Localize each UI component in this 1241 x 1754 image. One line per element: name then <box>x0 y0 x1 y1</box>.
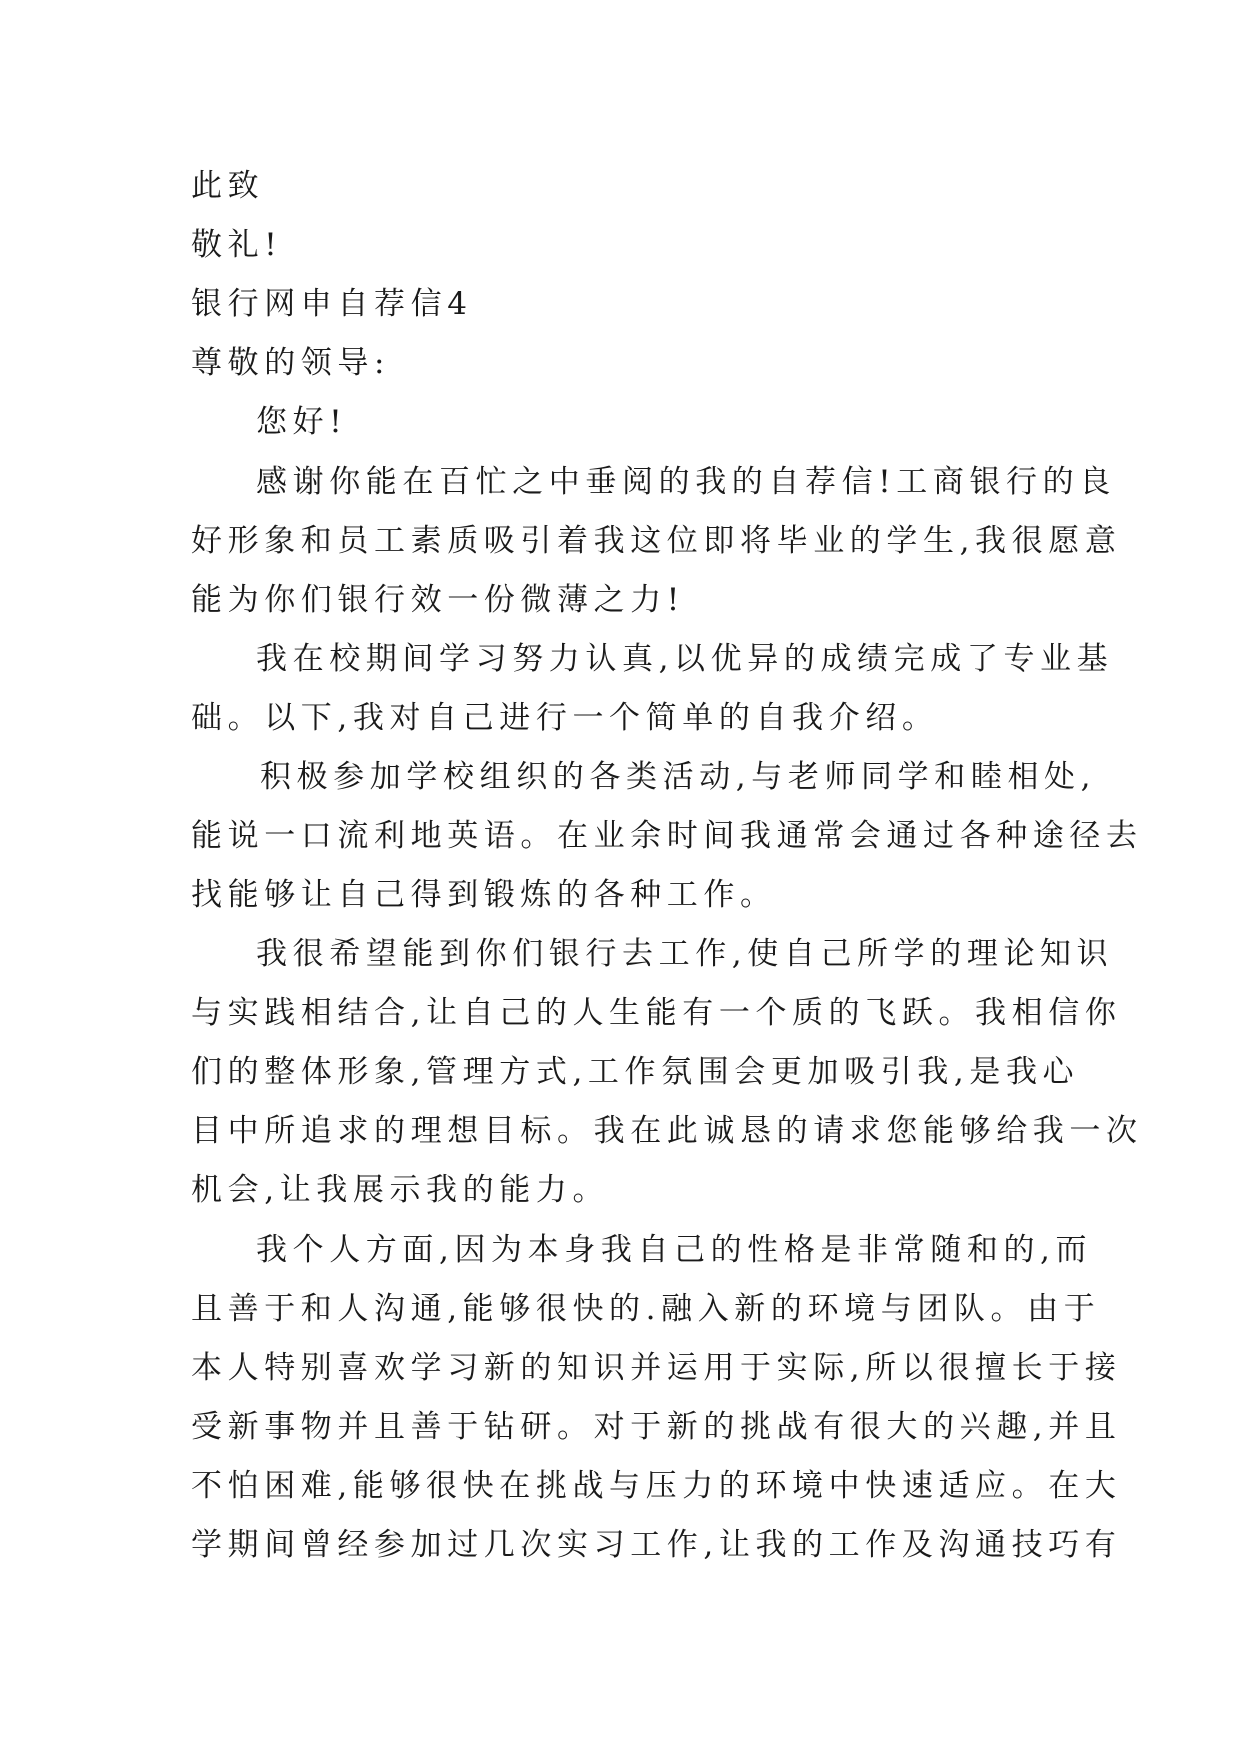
closing-line-1: 此致 <box>191 168 265 204</box>
paragraph-3-line-1: 积极参加学校组织的各类活动,与老师同学和睦相处, <box>260 759 1097 795</box>
paragraph-4-line-2: 与实践相结合,让自己的人生能有一个质的飞跃。我相信你 <box>191 995 1122 1031</box>
paragraph-5-line-4: 受新事物并且善于钻研。对于新的挑战有很大的兴趣,并且 <box>191 1409 1122 1445</box>
paragraph-5-line-5: 不怕困难,能够很快在挑战与压力的环境中快速适应。在大 <box>191 1468 1122 1504</box>
greeting: 您好! <box>256 404 348 440</box>
paragraph-5-line-3: 本人特别喜欢学习新的知识并运用于实际,所以很擅长于接 <box>191 1350 1122 1386</box>
paragraph-5-line-1: 我个人方面,因为本身我自己的性格是非常随和的,而 <box>256 1232 1093 1268</box>
paragraph-3-line-2: 能说一口流利地英语。在业余时间我通常会通过各种途径去 <box>191 818 1143 854</box>
paragraph-5-line-6: 学期间曾经参加过几次实习工作,让我的工作及沟通技巧有 <box>191 1527 1122 1563</box>
paragraph-2-line-1: 我在校期间学习努力认真,以优异的成绩完成了专业基 <box>256 641 1114 677</box>
paragraph-4-line-1: 我很希望能到你们银行去工作,使自己所学的理论知识 <box>256 936 1114 972</box>
paragraph-1-line-2: 好形象和员工素质吸引着我这位即将毕业的学生,我很愿意 <box>191 523 1122 559</box>
paragraph-3-line-3: 找能够让自己得到锻炼的各种工作。 <box>191 877 777 913</box>
paragraph-4-line-4: 目中所追求的理想目标。我在此诚恳的请求您能够给我一次 <box>191 1113 1143 1149</box>
closing-line-2: 敬礼! <box>191 227 283 263</box>
paragraph-2-line-2: 础。以下,我对自己进行一个简单的自我介绍。 <box>191 700 939 736</box>
paragraph-4-line-3: 们的整体形象,管理方式,工作氛围会更加吸引我,是我心 <box>191 1054 1080 1090</box>
letter-title: 银行网申自荐信4 <box>191 286 473 322</box>
paragraph-4-line-5: 机会,让我展示我的能力。 <box>191 1172 610 1208</box>
paragraph-1-line-1: 感谢你能在百忙之中垂阅的我的自荐信!工商银行的良 <box>256 464 1116 500</box>
paragraph-1-line-3: 能为你们银行效一份微薄之力! <box>191 582 685 618</box>
salutation: 尊敬的领导: <box>191 345 391 381</box>
paragraph-5-line-2: 且善于和人沟通,能够很快的.融入新的环境与团队。由于 <box>191 1291 1101 1327</box>
